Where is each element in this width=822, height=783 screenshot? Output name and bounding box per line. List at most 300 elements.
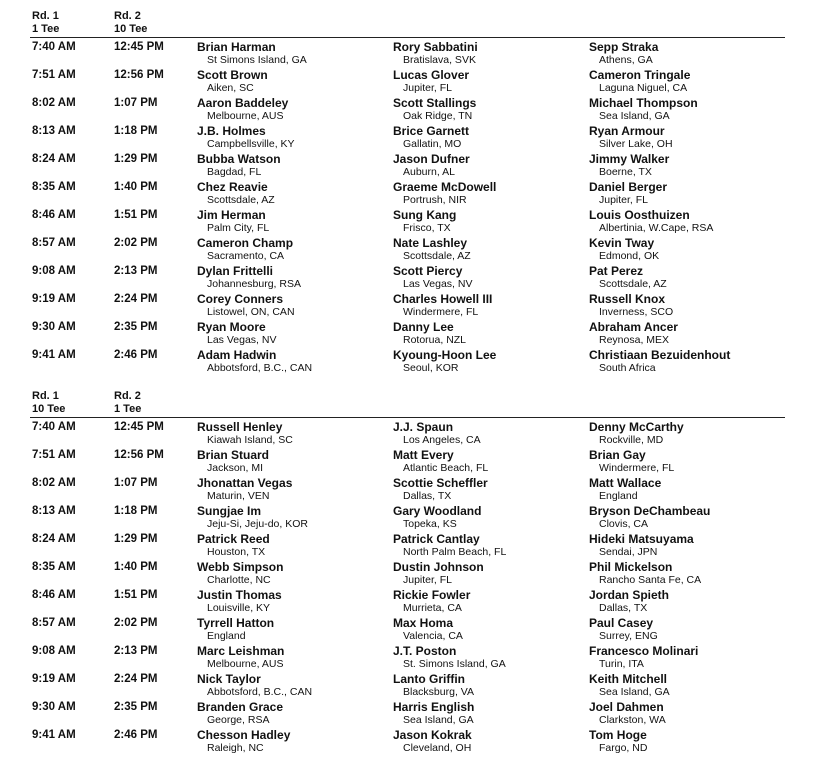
player-entry (589, 40, 784, 67)
player-hometown: Sea Island, GA (403, 714, 474, 726)
player-entry (589, 560, 784, 587)
player-name: Paul Casey (589, 616, 654, 630)
tee-section (0, 7, 822, 374)
player-entry (197, 40, 392, 67)
tee-time-row (0, 644, 822, 672)
player-name: Aaron Baddeley (197, 96, 289, 110)
player-name: Hideki Matsuyama (589, 532, 694, 546)
player-name: Nick Taylor (197, 672, 261, 686)
player-name: Rory Sabbatini (393, 40, 478, 54)
player-name: Daniel Berger (589, 180, 668, 194)
player-entry (589, 672, 784, 699)
round1-time: 9:19 AM (32, 293, 76, 305)
round2-time: 2:24 PM (114, 293, 158, 305)
player-hometown: Albertinia, W.Cape, RSA (599, 222, 714, 234)
player-hometown: Rancho Santa Fe, CA (599, 574, 702, 586)
player-name: Denny McCarthy (589, 420, 684, 434)
player-entry (197, 348, 392, 375)
player-hometown: Sea Island, GA (599, 686, 670, 698)
round2-tee-header (114, 390, 141, 415)
player-entry (393, 476, 588, 503)
player-hometown: Turin, ITA (599, 658, 644, 670)
player-hometown: Auburn, AL (403, 166, 455, 178)
player-entry (589, 292, 784, 319)
round1-time: 9:19 AM (32, 673, 76, 685)
player-name: Abraham Ancer (589, 320, 678, 334)
round1-tee-header (32, 10, 59, 35)
round2-time: 1:29 PM (114, 533, 158, 545)
tee-time-row (0, 588, 822, 616)
player-entry (197, 292, 392, 319)
round1-label: Rd. 1 (32, 10, 59, 22)
round1-time: 8:24 AM (32, 153, 76, 165)
player-name: Justin Thomas (197, 588, 282, 602)
player-hometown: Silver Lake, OH (599, 138, 673, 150)
round2-time: 2:35 PM (114, 701, 158, 713)
player-entry (393, 264, 588, 291)
player-hometown: Sea Island, GA (599, 110, 670, 122)
player-entry (393, 96, 588, 123)
player-hometown: Raleigh, NC (207, 742, 264, 754)
player-name: Russell Henley (197, 420, 283, 434)
player-entry (589, 644, 784, 671)
player-hometown: Portrush, NIR (403, 194, 467, 206)
player-hometown: Listowel, ON, CAN (207, 306, 295, 318)
round1-time: 9:08 AM (32, 645, 76, 657)
player-entry (589, 348, 784, 375)
player-hometown: Sacramento, CA (207, 250, 285, 262)
player-name: Sung Kang (393, 208, 457, 222)
player-name: Corey Conners (197, 292, 284, 306)
player-entry (589, 236, 784, 263)
tee-section (0, 387, 822, 754)
tee-time-row (0, 448, 822, 476)
player-name: Jason Dufner (393, 152, 470, 166)
player-entry (393, 236, 588, 263)
player-entry (589, 728, 784, 755)
player-entry (589, 208, 784, 235)
player-name: Jordan Spieth (589, 588, 670, 602)
player-entry (393, 504, 588, 531)
player-entry (393, 348, 588, 375)
tee-time-row (0, 124, 822, 152)
player-entry (589, 476, 784, 503)
player-entry (197, 124, 392, 151)
player-name: Cameron Tringale (589, 68, 691, 82)
tee-time-row (0, 292, 822, 320)
player-name: Joel Dahmen (589, 700, 664, 714)
player-name: Tyrrell Hatton (197, 616, 275, 630)
player-hometown: England (207, 630, 246, 642)
round1-time: 8:57 AM (32, 617, 76, 629)
player-hometown: Gallatin, MO (403, 138, 462, 150)
player-entry (589, 616, 784, 643)
tee-time-row (0, 504, 822, 532)
round1-time: 8:13 AM (32, 125, 76, 137)
player-name: Louis Oosthuizen (589, 208, 690, 222)
player-entry (197, 68, 392, 95)
player-hometown: Maturin, VEN (207, 490, 270, 502)
tee-time-row (0, 152, 822, 180)
round1-time: 9:41 AM (32, 349, 76, 361)
player-entry (197, 180, 392, 207)
player-entry (393, 320, 588, 347)
player-entry (393, 152, 588, 179)
round1-time: 8:35 AM (32, 561, 76, 573)
round1-tee-label: 10 Tee (32, 402, 66, 415)
round1-time: 8:02 AM (32, 477, 76, 489)
player-hometown: Los Angeles, CA (403, 434, 481, 446)
player-hometown: Abbotsford, B.C., CAN (207, 362, 313, 374)
player-entry (589, 448, 784, 475)
player-hometown: North Palm Beach, FL (403, 546, 507, 558)
player-entry (197, 264, 392, 291)
tee-time-row (0, 68, 822, 96)
player-name: Brian Stuard (197, 448, 270, 462)
player-hometown: Reynosa, MEX (599, 334, 670, 346)
player-name: Harris English (393, 700, 475, 714)
player-name: Jim Herman (197, 208, 266, 222)
player-hometown: Valencia, CA (403, 630, 463, 642)
player-name: Ryan Moore (197, 320, 266, 334)
player-hometown: Dallas, TX (599, 602, 648, 614)
round2-time: 2:24 PM (114, 673, 158, 685)
player-name: Cameron Champ (197, 236, 294, 250)
tee-time-row (0, 180, 822, 208)
player-name: Max Homa (393, 616, 454, 630)
tee-time-row (0, 728, 822, 756)
player-hometown: Kiawah Island, SC (207, 434, 293, 446)
player-entry (197, 420, 392, 447)
player-name: Matt Every (393, 448, 454, 462)
player-hometown: Jupiter, FL (403, 574, 453, 586)
player-name: Charles Howell III (393, 292, 493, 306)
player-name: Bubba Watson (197, 152, 281, 166)
round2-time: 1:40 PM (114, 561, 158, 573)
round2-time: 1:18 PM (114, 125, 158, 137)
round2-time: 1:29 PM (114, 153, 158, 165)
tee-time-row (0, 348, 822, 376)
player-hometown: St Simons Island, GA (207, 54, 307, 66)
round1-time: 7:40 AM (32, 41, 76, 53)
player-entry (197, 700, 392, 727)
tee-time-row (0, 476, 822, 504)
player-name: Patrick Reed (197, 532, 270, 546)
player-hometown: South Africa (599, 362, 656, 374)
round2-tee-label: 1 Tee (114, 402, 142, 415)
player-hometown: Surrey, ENG (599, 630, 658, 642)
tee-time-row (0, 532, 822, 560)
round1-time: 9:30 AM (32, 701, 76, 713)
player-name: Brice Garnett (393, 124, 470, 138)
player-hometown: Las Vegas, NV (403, 278, 473, 290)
round1-time: 8:57 AM (32, 237, 76, 249)
player-entry (197, 672, 392, 699)
player-entry (393, 40, 588, 67)
player-entry (197, 644, 392, 671)
round1-time: 9:08 AM (32, 265, 76, 277)
player-name: Scottie Scheffler (393, 476, 488, 490)
tee-time-row (0, 420, 822, 448)
player-entry (197, 588, 392, 615)
round1-time: 7:40 AM (32, 421, 76, 433)
player-name: Jason Kokrak (393, 728, 472, 742)
round1-time: 8:46 AM (32, 209, 76, 221)
player-hometown: Melbourne, AUS (207, 110, 284, 122)
player-hometown: Oak Ridge, TN (403, 110, 473, 122)
section-header (0, 7, 822, 35)
player-name: J.B. Holmes (197, 124, 266, 138)
player-entry (393, 588, 588, 615)
round2-time: 2:13 PM (114, 265, 158, 277)
player-entry (393, 672, 588, 699)
player-hometown: Laguna Niguel, CA (599, 82, 688, 94)
player-hometown: Atlantic Beach, FL (403, 462, 489, 474)
player-hometown: Athens, GA (599, 54, 653, 66)
player-hometown: Louisville, KY (207, 602, 271, 614)
player-name: Sepp Straka (589, 40, 659, 54)
round1-time: 8:46 AM (32, 589, 76, 601)
player-name: Pat Perez (589, 264, 644, 278)
round1-time: 7:51 AM (32, 449, 76, 461)
player-name: Graeme McDowell (393, 180, 497, 194)
player-entry (393, 420, 588, 447)
tee-time-row (0, 616, 822, 644)
round1-time: 7:51 AM (32, 69, 76, 81)
player-hometown: George, RSA (207, 714, 270, 726)
player-hometown: Bagdad, FL (207, 166, 262, 178)
player-entry (393, 532, 588, 559)
player-hometown: Aiken, SC (207, 82, 254, 94)
round2-time: 1:51 PM (114, 589, 158, 601)
round2-time: 12:56 PM (114, 449, 164, 461)
tee-time-row (0, 560, 822, 588)
player-name: Patrick Cantlay (393, 532, 480, 546)
player-entry (589, 700, 784, 727)
player-name: Ryan Armour (589, 124, 665, 138)
player-entry (589, 68, 784, 95)
round2-time: 2:02 PM (114, 237, 158, 249)
player-entry (197, 616, 392, 643)
player-name: J.T. Poston (393, 644, 457, 658)
player-name: Danny Lee (393, 320, 454, 334)
player-entry (393, 700, 588, 727)
player-hometown: Windermere, FL (599, 462, 675, 474)
player-hometown: Scottsdale, AZ (403, 250, 471, 262)
player-name: Tom Hoge (589, 728, 647, 742)
player-hometown: England (599, 490, 638, 502)
player-hometown: Melbourne, AUS (207, 658, 284, 670)
player-entry (393, 124, 588, 151)
tee-time-row (0, 320, 822, 348)
player-entry (393, 208, 588, 235)
player-hometown: Rockville, MD (599, 434, 664, 446)
player-entry (197, 208, 392, 235)
player-name: Nate Lashley (393, 236, 468, 250)
pairings-list (0, 40, 822, 376)
player-name: Brian Harman (197, 40, 276, 54)
round2-tee-label: 10 Tee (114, 22, 148, 35)
round2-time: 2:35 PM (114, 321, 158, 333)
player-entry (393, 616, 588, 643)
round1-time: 8:35 AM (32, 181, 76, 193)
player-entry (589, 588, 784, 615)
player-hometown: Edmond, OK (599, 250, 660, 262)
player-hometown: Jupiter, FL (403, 82, 453, 94)
round2-time: 2:02 PM (114, 617, 158, 629)
player-entry (393, 728, 588, 755)
player-entry (393, 68, 588, 95)
player-hometown: Jupiter, FL (599, 194, 649, 206)
player-name: Jhonattan Vegas (197, 476, 293, 490)
tee-time-row (0, 264, 822, 292)
player-entry (197, 532, 392, 559)
player-entry (393, 292, 588, 319)
player-entry (197, 448, 392, 475)
player-name: Christiaan Bezuidenhout (589, 348, 731, 362)
round1-time: 8:02 AM (32, 97, 76, 109)
player-entry (589, 264, 784, 291)
player-entry (197, 560, 392, 587)
player-hometown: St. Simons Island, GA (403, 658, 506, 670)
player-entry (197, 504, 392, 531)
player-name: Lanto Griffin (393, 672, 465, 686)
player-hometown: Johannesburg, RSA (207, 278, 301, 290)
tee-time-row (0, 700, 822, 728)
player-entry (393, 560, 588, 587)
player-name: Brian Gay (589, 448, 646, 462)
player-hometown: Charlotte, NC (207, 574, 271, 586)
player-name: Dylan Frittelli (197, 264, 274, 278)
round2-label: Rd. 2 (114, 10, 141, 22)
player-hometown: Dallas, TX (403, 490, 452, 502)
round2-time: 12:45 PM (114, 41, 164, 53)
player-name: Scott Piercy (393, 264, 463, 278)
player-hometown: Frisco, TX (403, 222, 451, 234)
round2-time: 1:07 PM (114, 477, 158, 489)
player-entry (197, 96, 392, 123)
player-entry (589, 320, 784, 347)
player-name: Michael Thompson (589, 96, 698, 110)
player-hometown: Seoul, KOR (403, 362, 459, 374)
player-name: Francesco Molinari (589, 644, 699, 658)
round2-time: 2:46 PM (114, 729, 158, 741)
round1-tee-label: 1 Tee (32, 22, 60, 35)
round2-time: 1:07 PM (114, 97, 158, 109)
player-hometown: Scottsdale, AZ (599, 278, 667, 290)
player-hometown: Topeka, KS (403, 518, 457, 530)
player-entry (197, 152, 392, 179)
player-hometown: Boerne, TX (599, 166, 652, 178)
player-hometown: Cleveland, OH (403, 742, 472, 754)
round1-time: 9:30 AM (32, 321, 76, 333)
player-name: Adam Hadwin (197, 348, 277, 362)
round2-time: 1:18 PM (114, 505, 158, 517)
round2-time: 1:51 PM (114, 209, 158, 221)
player-hometown: Las Vegas, NV (207, 334, 277, 346)
player-hometown: Blacksburg, VA (403, 686, 475, 698)
round2-label: Rd. 2 (114, 390, 141, 402)
round1-label: Rd. 1 (32, 390, 59, 402)
player-entry (197, 320, 392, 347)
pairings-list (0, 420, 822, 756)
round2-time: 1:40 PM (114, 181, 158, 193)
section-divider (30, 37, 785, 38)
player-name: Rickie Fowler (393, 588, 471, 602)
player-hometown: Campbellsville, KY (207, 138, 295, 150)
player-hometown: Bratislava, SVK (403, 54, 476, 66)
player-name: Webb Simpson (197, 560, 284, 574)
player-hometown: Clovis, CA (599, 518, 649, 530)
round2-time: 12:56 PM (114, 69, 164, 81)
player-name: Lucas Glover (393, 68, 470, 82)
player-name: Matt Wallace (589, 476, 662, 490)
round1-time: 9:41 AM (32, 729, 76, 741)
player-hometown: Inverness, SCO (599, 306, 674, 318)
player-hometown: Jeju-Si, Jeju-do, KOR (207, 518, 308, 530)
section-divider (30, 417, 785, 418)
player-name: Gary Woodland (393, 504, 482, 518)
player-name: Marc Leishman (197, 644, 285, 658)
player-entry (589, 420, 784, 447)
round1-time: 8:24 AM (32, 533, 76, 545)
round2-time: 2:13 PM (114, 645, 158, 657)
player-hometown: Windermere, FL (403, 306, 479, 318)
round1-tee-header (32, 390, 65, 415)
player-name: Kevin Tway (589, 236, 655, 250)
section-header (0, 387, 822, 415)
player-entry (589, 532, 784, 559)
player-name: Keith Mitchell (589, 672, 668, 686)
round2-tee-header (114, 10, 147, 35)
round1-time: 8:13 AM (32, 505, 76, 517)
tee-time-row (0, 40, 822, 68)
player-hometown: Houston, TX (207, 546, 266, 558)
player-entry (197, 728, 392, 755)
player-entry (197, 476, 392, 503)
player-hometown: Scottsdale, AZ (207, 194, 275, 206)
tee-time-row (0, 96, 822, 124)
round2-time: 2:46 PM (114, 349, 158, 361)
player-entry (589, 124, 784, 151)
player-name: Scott Brown (197, 68, 268, 82)
player-entry (589, 152, 784, 179)
player-hometown: Rotorua, NZL (403, 334, 467, 346)
player-hometown: Jackson, MI (207, 462, 264, 474)
player-name: Chesson Hadley (197, 728, 291, 742)
player-name: Sungjae Im (197, 504, 262, 518)
player-entry (393, 180, 588, 207)
player-name: Scott Stallings (393, 96, 477, 110)
player-hometown: Clarkston, WA (599, 714, 666, 726)
player-name: Kyoung-Hoon Lee (393, 348, 497, 362)
tee-time-row (0, 208, 822, 236)
player-name: Jimmy Walker (589, 152, 670, 166)
player-hometown: Sendai, JPN (599, 546, 658, 558)
player-name: Chez Reavie (197, 180, 268, 194)
player-entry (393, 644, 588, 671)
tee-time-row (0, 672, 822, 700)
player-hometown: Murrieta, CA (403, 602, 462, 614)
round2-time: 12:45 PM (114, 421, 164, 433)
player-hometown: Abbotsford, B.C., CAN (207, 686, 313, 698)
player-entry (589, 504, 784, 531)
tee-time-row (0, 236, 822, 264)
player-entry (197, 236, 392, 263)
player-name: Bryson DeChambeau (589, 504, 711, 518)
player-hometown: Palm City, FL (207, 222, 270, 234)
player-name: Phil Mickelson (589, 560, 673, 574)
